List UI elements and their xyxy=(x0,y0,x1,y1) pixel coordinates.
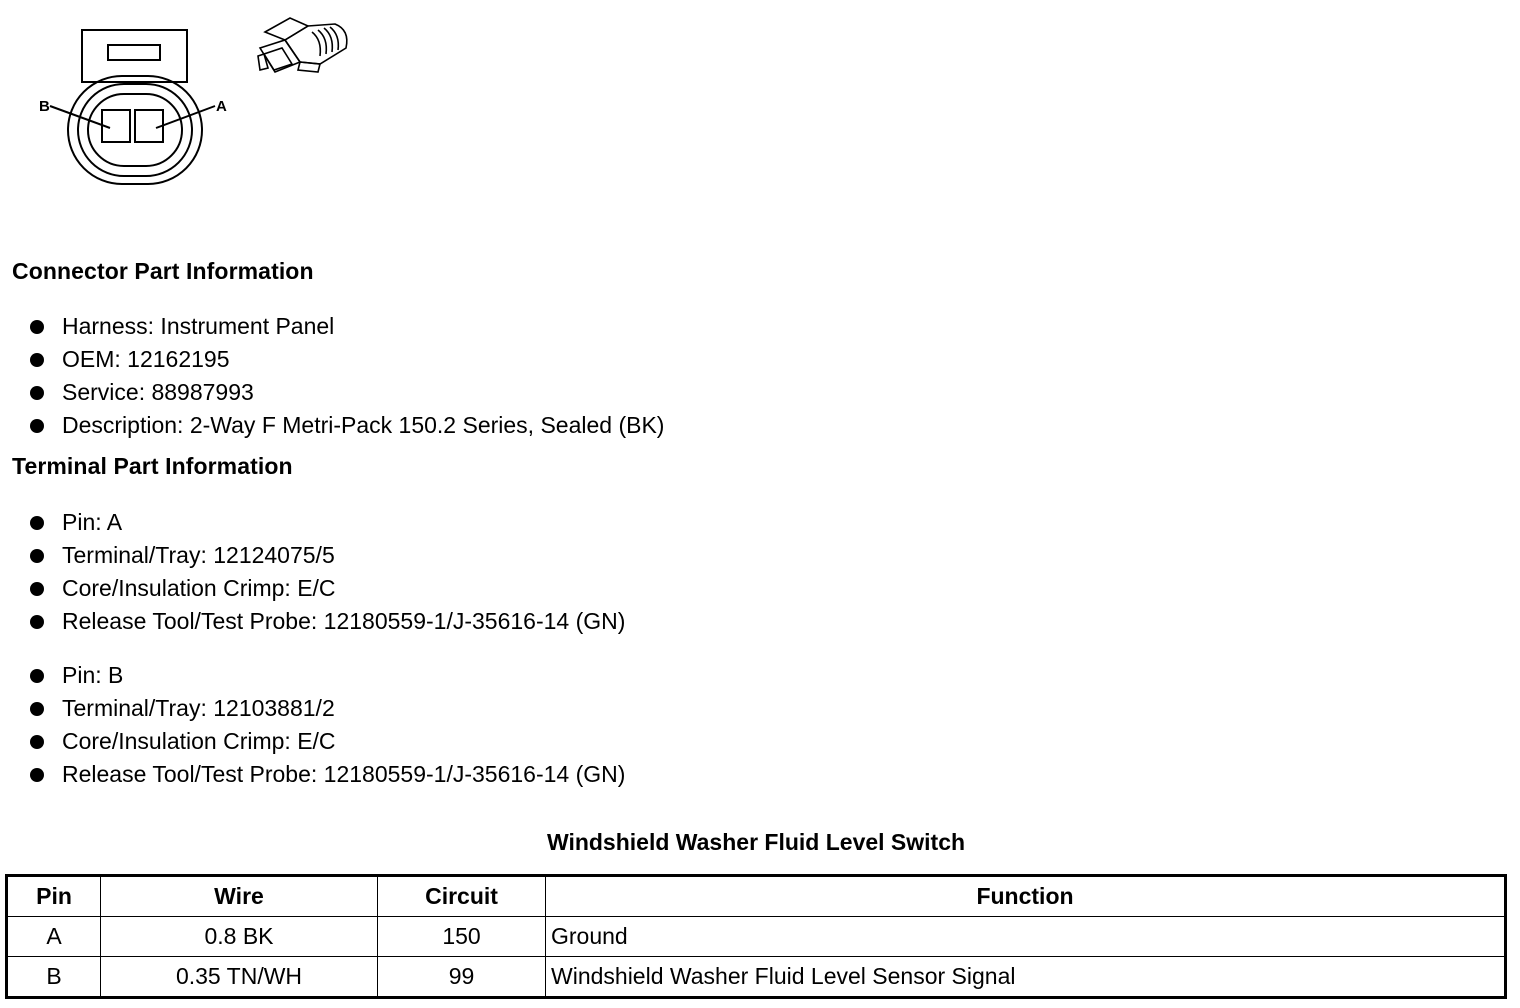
cell-circuit: 99 xyxy=(378,957,546,998)
terminal-info-list-pin-b xyxy=(28,659,625,791)
connector-info-list xyxy=(28,310,664,442)
list-item xyxy=(28,725,625,758)
list-item-text: Core/Insulation Crimp: E/C xyxy=(62,728,336,754)
cell-pin: B xyxy=(7,957,101,998)
cell-wire: 0.35 TN/WH xyxy=(101,957,378,998)
connector-isometric-diagram xyxy=(250,10,360,80)
list-item xyxy=(28,343,664,376)
column-header-pin: Pin xyxy=(7,876,101,917)
column-header-function: Function xyxy=(546,876,1506,917)
list-item xyxy=(28,605,625,638)
cell-circuit: 150 xyxy=(378,917,546,957)
table-row xyxy=(7,917,1506,957)
cell-wire: 0.8 BK xyxy=(101,917,378,957)
bullet-icon xyxy=(30,582,44,596)
list-item xyxy=(28,409,664,442)
list-item xyxy=(28,758,625,791)
list-item-text: Service: 88987993 xyxy=(62,379,254,405)
list-item-text: Core/Insulation Crimp: E/C xyxy=(62,575,336,601)
pin-label-b: B xyxy=(39,98,50,115)
list-item-text: Terminal/Tray: 12124075/5 xyxy=(62,542,335,568)
list-item-text: Description: 2-Way F Metri-Pack 150.2 Series, Sealed (BK) xyxy=(62,412,665,438)
table-header-row xyxy=(7,876,1506,917)
connector-info-heading: Connector Part Information xyxy=(12,258,314,284)
bullet-icon xyxy=(30,516,44,530)
cell-function: Ground xyxy=(546,917,1506,957)
list-item-text: OEM: 12162195 xyxy=(62,346,230,372)
cell-pin: A xyxy=(7,917,101,957)
list-item xyxy=(28,572,625,605)
list-item xyxy=(28,310,664,343)
bullet-icon xyxy=(30,669,44,683)
column-header-circuit: Circuit xyxy=(378,876,546,917)
bullet-icon xyxy=(30,353,44,367)
bullet-icon xyxy=(30,386,44,400)
list-item-text: Release Tool/Test Probe: 12180559-1/J-35616-14 (GN) xyxy=(62,608,626,634)
terminal-info-list-pin-a xyxy=(28,506,625,638)
list-item-text: Terminal/Tray: 12103881/2 xyxy=(62,695,335,721)
list-item xyxy=(28,506,625,539)
bullet-icon xyxy=(30,768,44,782)
list-item-text: Pin: A xyxy=(62,509,123,535)
bullet-icon xyxy=(30,549,44,563)
bullet-icon xyxy=(30,702,44,716)
list-item-text: Harness: Instrument Panel xyxy=(62,313,335,339)
bullet-icon xyxy=(30,615,44,629)
pin-table-title: Windshield Washer Fluid Level Switch xyxy=(546,829,966,855)
table-row xyxy=(7,957,1506,998)
column-header-wire: Wire xyxy=(101,876,378,917)
pin-label-a: A xyxy=(216,98,227,115)
bullet-icon xyxy=(30,419,44,433)
list-item xyxy=(28,539,625,572)
list-item xyxy=(28,692,625,725)
pin-table xyxy=(5,874,1507,999)
list-item xyxy=(28,376,664,409)
list-item-text: Pin: B xyxy=(62,662,124,688)
terminal-info-heading: Terminal Part Information xyxy=(12,453,293,479)
bullet-icon xyxy=(30,320,44,334)
list-item xyxy=(28,659,625,692)
list-item-text: Release Tool/Test Probe: 12180559-1/J-35616-14 (GN) xyxy=(62,761,626,787)
connector-face-diagram xyxy=(30,22,240,192)
cell-function: Windshield Washer Fluid Level Sensor Signal xyxy=(546,957,1506,998)
bullet-icon xyxy=(30,735,44,749)
